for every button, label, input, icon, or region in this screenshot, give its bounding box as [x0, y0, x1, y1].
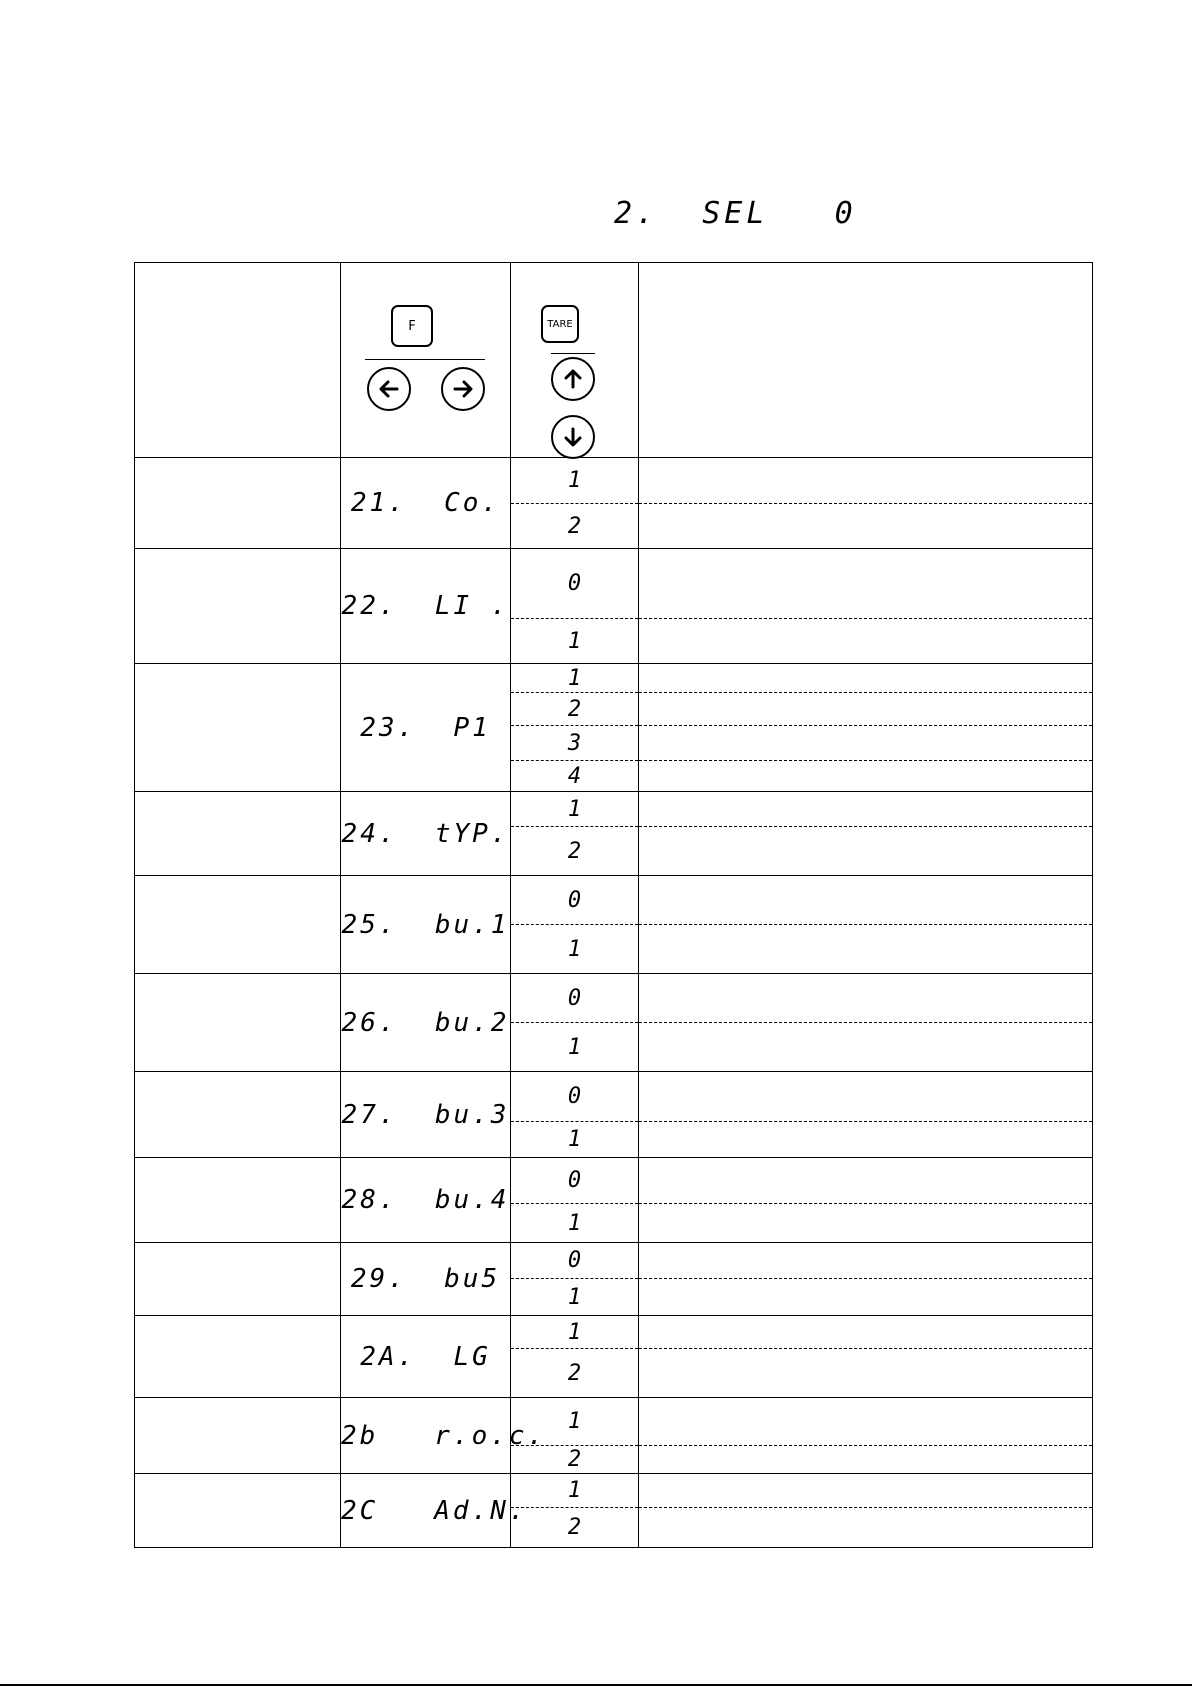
description-line: [639, 1474, 1092, 1507]
option-value: 3: [511, 725, 638, 760]
menu-code-cell: [341, 664, 511, 792]
options-cell: [511, 458, 639, 549]
description-line: [639, 1278, 1092, 1315]
option-value: 0: [567, 571, 582, 596]
option-value: 0: [567, 985, 582, 1011]
row-blank-cell: [135, 549, 341, 664]
menu-code-cell: [341, 792, 511, 876]
option-value: 1: [567, 1409, 582, 1434]
menu-code-cell: [341, 549, 511, 664]
menu-code-cell: [341, 1316, 511, 1398]
table-row: [135, 1316, 1093, 1398]
description-cell: [639, 1398, 1093, 1474]
description-line: [639, 974, 1092, 1022]
header-row: [135, 263, 1093, 458]
description-line: [639, 458, 1092, 503]
description-line: [639, 1203, 1092, 1242]
menu-code: 2b r.o.c.: [341, 1420, 547, 1451]
options-cell: [511, 1474, 639, 1548]
menu-code-cell: [341, 1158, 511, 1243]
table-row: [135, 792, 1093, 876]
description-line: [639, 1243, 1092, 1278]
option-value: 1: [567, 1478, 582, 1503]
row-blank-cell: [135, 792, 341, 876]
menu-code-cell: [341, 1243, 511, 1316]
table-row: [135, 974, 1093, 1072]
option-value: 2: [511, 503, 638, 548]
description-cell: [639, 1243, 1093, 1316]
description-cell: [639, 549, 1093, 664]
option-value: 0: [567, 1168, 582, 1193]
menu-code: 22. LI .: [341, 591, 510, 621]
description-line: [639, 1072, 1092, 1121]
description-line: [639, 792, 1092, 826]
description-cell: [639, 1316, 1093, 1398]
description-line: [639, 503, 1092, 548]
option-value: 1: [511, 1203, 638, 1242]
description-line: [639, 760, 1092, 791]
header-description-cell: [639, 263, 1093, 458]
description-line: [639, 1445, 1092, 1473]
option-value: 1: [511, 924, 638, 973]
menu-code: 26. bu.2: [341, 1007, 510, 1038]
description-cell: [639, 792, 1093, 876]
table-row: [135, 1072, 1093, 1158]
menu-code-cell: [341, 876, 511, 974]
menu-code-cell: [341, 974, 511, 1072]
description-line: [639, 692, 1092, 725]
options-cell: [511, 1158, 639, 1243]
row-blank-cell: [135, 1316, 341, 1398]
row-blank-cell: [135, 1243, 341, 1316]
option-value: 1: [511, 1121, 638, 1157]
option-value: 1: [511, 618, 638, 663]
f-key-icon: [391, 305, 433, 347]
option-value: 2: [511, 826, 638, 875]
row-blank-cell: [135, 1158, 341, 1243]
settings-table: [134, 262, 1093, 1548]
description-line: [639, 1121, 1092, 1157]
header-nav-keys-cell: [341, 263, 511, 458]
table-row: [135, 1474, 1093, 1548]
description-cell: [639, 1474, 1093, 1548]
description-cell: [639, 876, 1093, 974]
description-cell: [639, 1072, 1093, 1158]
description-line: [639, 1348, 1092, 1397]
description-line: [639, 924, 1092, 973]
option-value: 0: [567, 887, 582, 913]
options-cell: [511, 974, 639, 1072]
description-line: [639, 725, 1092, 760]
option-value: 0: [567, 1248, 582, 1273]
menu-code: 29. bu5: [350, 1264, 501, 1294]
option-value: 1: [511, 1022, 638, 1071]
header-value-keys-cell: [511, 263, 639, 458]
description-line: [639, 826, 1092, 875]
option-value: 1: [567, 665, 582, 691]
options-cell: [511, 664, 639, 792]
row-blank-cell: [135, 1072, 341, 1158]
description-line: [639, 618, 1092, 663]
menu-code: 23. P1: [360, 712, 491, 743]
arrow-up-icon: [551, 357, 595, 401]
menu-code: 25. bu.1: [341, 909, 510, 940]
row-blank-cell: [135, 974, 341, 1072]
tare-divider: [551, 353, 595, 354]
table-row: [135, 1158, 1093, 1243]
table-row: [135, 876, 1093, 974]
menu-code: 24. tYP.: [341, 818, 510, 849]
option-value: 0: [567, 1084, 582, 1109]
menu-code: 2A. LG: [360, 1341, 491, 1372]
menu-code: 2C Ad.N.: [341, 1495, 528, 1526]
tare-key-icon: [541, 305, 579, 343]
row-blank-cell: [135, 664, 341, 792]
table-row: [135, 664, 1093, 792]
options-cell: [511, 1398, 639, 1474]
row-blank-cell: [135, 458, 341, 549]
option-value: 4: [511, 760, 638, 791]
option-value: 1: [567, 468, 582, 493]
description-line: [639, 1158, 1092, 1203]
options-cell: [511, 1243, 639, 1316]
option-value: 1: [567, 1319, 582, 1345]
table-row: [135, 458, 1093, 549]
menu-code-cell: [341, 1474, 528, 1548]
description-cell: [639, 974, 1093, 1072]
row-blank-cell: [135, 1398, 341, 1474]
option-value: 2: [511, 692, 638, 725]
option-value: 2: [511, 1348, 638, 1397]
menu-code-title: 2. SEL 0: [614, 196, 857, 231]
tare-key-label: TARE: [547, 318, 573, 330]
table-row: [135, 1398, 1093, 1474]
option-value: 1: [511, 1278, 638, 1315]
menu-code-cell: [341, 1398, 547, 1474]
menu-code: 21. Co.: [350, 488, 501, 518]
description-line: [639, 1316, 1092, 1348]
description-line: [639, 549, 1092, 618]
option-value: 2: [511, 1445, 638, 1473]
menu-code-cell: [341, 458, 511, 549]
options-cell: [511, 792, 639, 876]
description-line: [639, 1507, 1092, 1547]
options-cell: [511, 549, 639, 664]
options-cell: [511, 1316, 639, 1398]
row-blank-cell: [135, 876, 341, 974]
header-blank-cell: [135, 263, 341, 458]
arrow-left-icon: [367, 367, 411, 411]
f-key-label: F: [408, 318, 416, 334]
description-line: [639, 1398, 1092, 1445]
description-cell: [639, 664, 1093, 792]
menu-code: 27. bu.3: [341, 1099, 510, 1130]
menu-code: 28. bu.4: [341, 1185, 510, 1215]
description-cell: [639, 1158, 1093, 1243]
description-line: [639, 1022, 1092, 1071]
options-cell: [511, 1072, 639, 1158]
table-row: [135, 1243, 1093, 1316]
description-cell: [639, 458, 1093, 549]
arrow-right-icon: [441, 367, 485, 411]
options-cell: [511, 876, 639, 974]
option-value: 2: [511, 1507, 638, 1547]
arrow-down-icon: [551, 415, 595, 459]
description-line: [639, 664, 1092, 692]
description-line: [639, 876, 1092, 924]
option-value: 1: [567, 796, 582, 822]
table-row: [135, 549, 1093, 664]
menu-code-cell: [341, 1072, 511, 1158]
keys-divider: [365, 359, 485, 360]
row-blank-cell: [135, 1474, 341, 1548]
